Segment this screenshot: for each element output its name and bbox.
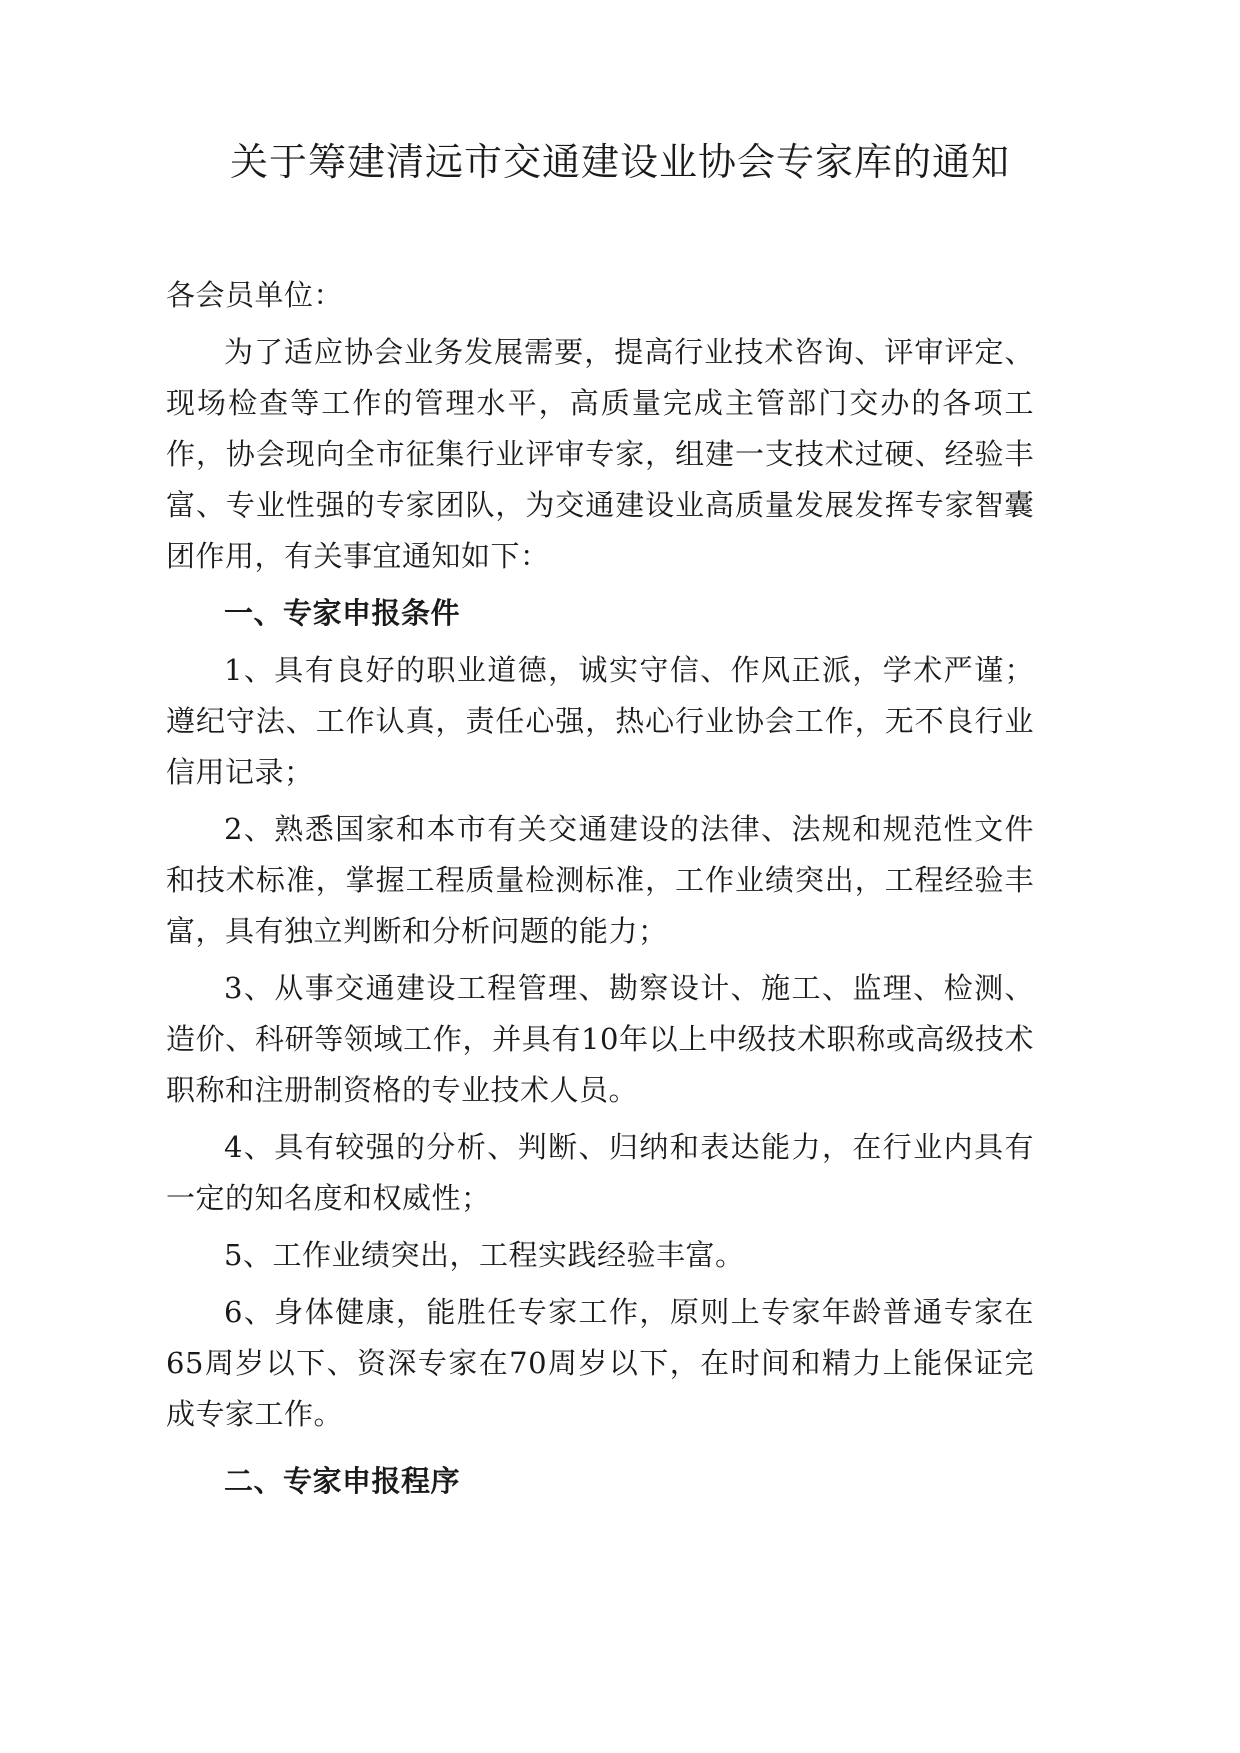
document-title: 关于筹建清远市交通建设业协会专家库的通知 bbox=[229, 140, 1010, 184]
document-body bbox=[166, 270, 1034, 1507]
section-heading-conditions: 一、专家申报条件 bbox=[224, 596, 461, 630]
condition-item-1: 1、具有良好的职业道德，诚实守信、作风正派，学术严谨；遵纪守法、工作认真，责任心强，热心行业协会工作，无不良行业信用记录； bbox=[166, 653, 1034, 789]
condition-item-2: 2、熟悉国家和本市有关交通建设的法律、法规和规范性文件和技术标准，掌握工程质量检测标准，工作业绩突出，工程经验丰富，具有独立判断和分析问题的能力； bbox=[166, 812, 1034, 948]
salutation: 各会员单位： bbox=[166, 278, 344, 312]
condition-item-6: 6、身体健康，能胜任专家工作，原则上专家年龄普通专家在65周岁以下、资深专家在70周岁以下，在时间和精力上能保证完成专家工作。 bbox=[166, 1295, 1034, 1431]
section-heading-procedure: 二、专家申报程序 bbox=[224, 1464, 461, 1498]
condition-item-3: 3、从事交通建设工程管理、勘察设计、施工、监理、检测、造价、科研等领域工作，并具有10年以上中级技术职称或高级技术职称和注册制资格的专业技术人员。 bbox=[166, 971, 1034, 1107]
intro-paragraph: 为了适应协会业务发展需要，提高行业技术咨询、评审评定、现场检查等工作的管理水平，高质量完成主管部门交办的各项工作，协会现向全市征集行业评审专家，组建一支技术过硬、经验丰富、专业性强的专家团队，为交通建设业高质量发展发挥专家智囊团作用，有关事宜通知如下： bbox=[166, 335, 1034, 573]
condition-item-4: 4、具有较强的分析、判断、归纳和表达能力，在行业内具有一定的知名度和权威性； bbox=[166, 1130, 1034, 1215]
condition-item-5: 5、工作业绩突出，工程实践经验丰富。 bbox=[224, 1238, 745, 1272]
